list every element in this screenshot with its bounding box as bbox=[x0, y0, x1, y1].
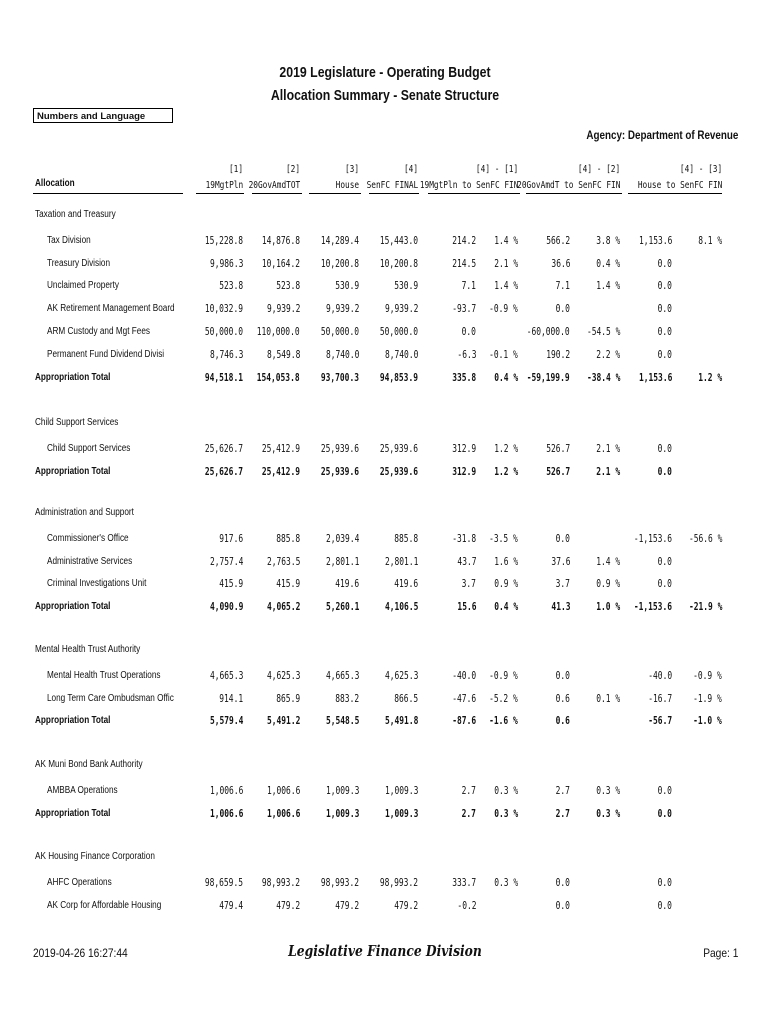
table-cell-c1: 917.6 bbox=[219, 531, 243, 545]
table-cell-p1: -0.9 % bbox=[489, 668, 518, 682]
total-cell-c3: 5,260.1 bbox=[325, 600, 359, 614]
table-cell-c4: 2,801.1 bbox=[384, 554, 418, 568]
table-cell-d1: 7.1 bbox=[461, 279, 476, 293]
table-row-label: Long Term Care Ombudsman Offic bbox=[47, 692, 174, 704]
table-cell-d3: -1,153.6 bbox=[633, 531, 672, 545]
table-cell-d2: 0.0 bbox=[555, 531, 570, 545]
table-cell-p1: -5.2 % bbox=[489, 691, 518, 705]
header-d3-index: [4] - [3] bbox=[679, 164, 722, 175]
report-subtitle: Allocation Summary - Senate Structure bbox=[270, 87, 500, 104]
total-cell-p3: -1.0 % bbox=[693, 714, 722, 728]
total-cell-c3: 1,009.3 bbox=[325, 806, 359, 820]
table-cell-c2: 4,625.3 bbox=[266, 668, 300, 682]
table-row-label: AK Retirement Management Board bbox=[47, 303, 175, 315]
table-cell-c2: 2,763.5 bbox=[266, 554, 300, 568]
table-cell-d3: 0.0 bbox=[657, 875, 672, 889]
table-cell-d3: 0.0 bbox=[657, 554, 672, 568]
table-cell-p2: 0.3 % bbox=[596, 783, 620, 797]
table-row-label: Child Support Services bbox=[47, 442, 131, 454]
table-cell-p1: 2.1 % bbox=[494, 256, 518, 270]
total-cell-p1: 0.4 % bbox=[494, 600, 518, 614]
table-cell-d3: 0.0 bbox=[657, 347, 672, 361]
table-cell-c3: 883.2 bbox=[335, 691, 359, 705]
table-cell-p2: 0.4 % bbox=[596, 256, 620, 270]
appropriation-total-label: Appropriation Total bbox=[35, 465, 111, 477]
table-cell-c4: 866.5 bbox=[394, 691, 418, 705]
table-cell-d2: 37.6 bbox=[550, 554, 570, 568]
table-cell-c1: 98,659.5 bbox=[204, 875, 243, 889]
table-cell-c3: 8,740.0 bbox=[325, 347, 359, 361]
header-c4-index: [4] bbox=[403, 164, 418, 175]
total-cell-p1: 0.3 % bbox=[494, 806, 518, 820]
table-cell-c1: 25,626.7 bbox=[204, 441, 243, 455]
table-cell-d3: 0.0 bbox=[657, 325, 672, 338]
table-cell-p3: -1.9 % bbox=[693, 691, 722, 705]
table-cell-c3: 2,039.4 bbox=[325, 531, 359, 545]
header-c2: 20GovAmdTOT bbox=[248, 180, 300, 191]
table-cell-c4: 8,740.0 bbox=[384, 347, 418, 361]
total-cell-c4: 1,009.3 bbox=[384, 806, 418, 820]
total-cell-d2: 0.6 bbox=[555, 714, 570, 728]
appropriation-total-label: Appropriation Total bbox=[35, 371, 111, 383]
table-cell-d1: -0.2 bbox=[456, 898, 476, 912]
table-row-label: Criminal Investigations Unit bbox=[47, 578, 147, 590]
footer-page-number: Page: 1 bbox=[702, 946, 738, 960]
table-cell-c2: 1,006.6 bbox=[266, 783, 300, 797]
total-cell-d1: 15.6 bbox=[456, 600, 476, 614]
appropriation-total-label: Appropriation Total bbox=[35, 715, 111, 727]
table-cell-p2: 2.1 % bbox=[596, 441, 620, 455]
table-cell-d3: 1,153.6 bbox=[638, 233, 672, 247]
table-cell-p1: -0.9 % bbox=[489, 302, 518, 316]
table-cell-c3: 9,939.2 bbox=[325, 302, 359, 316]
total-cell-c4: 25,939.6 bbox=[379, 464, 418, 478]
agency-label: Agency: Department of Revenue bbox=[585, 128, 738, 142]
section-heading: Taxation and Treasury bbox=[35, 209, 116, 220]
table-cell-c1: 479.4 bbox=[219, 898, 243, 912]
table-cell-d2: 0.0 bbox=[555, 668, 570, 682]
table-cell-c4: 419.6 bbox=[394, 577, 418, 591]
table-cell-d2: 7.1 bbox=[555, 279, 570, 293]
table-cell-c3: 2,801.1 bbox=[325, 554, 359, 568]
total-cell-c4: 4,106.5 bbox=[384, 600, 418, 614]
table-cell-c4: 885.8 bbox=[394, 531, 418, 545]
table-cell-d2: 3.7 bbox=[555, 577, 570, 591]
section-heading: AK Muni Bond Bank Authority bbox=[35, 759, 143, 770]
table-cell-c4: 98,993.2 bbox=[379, 875, 418, 889]
total-cell-p2: -38.4 % bbox=[586, 370, 620, 384]
report-title: 2019 Legislature - Operating Budget bbox=[279, 64, 491, 81]
table-cell-c4: 50,000.0 bbox=[379, 325, 418, 338]
table-cell-c2: 10,164.2 bbox=[261, 256, 300, 270]
table-cell-p3: -0.9 % bbox=[693, 668, 722, 682]
table-cell-p1: -0.1 % bbox=[489, 347, 518, 361]
table-cell-d3: 0.0 bbox=[657, 256, 672, 270]
table-cell-p3: 8.1 % bbox=[698, 233, 722, 247]
table-row-label: Permanent Fund Dividend Divisi bbox=[47, 348, 165, 360]
table-cell-c3: 479.2 bbox=[335, 898, 359, 912]
table-cell-c4: 1,009.3 bbox=[384, 783, 418, 797]
table-cell-c3: 1,009.3 bbox=[325, 783, 359, 797]
total-cell-d3: -1,153.6 bbox=[633, 600, 672, 614]
table-cell-d1: 214.5 bbox=[452, 256, 476, 270]
section-heading: Administration and Support bbox=[35, 507, 134, 518]
table-cell-d2: 0.6 bbox=[555, 691, 570, 705]
header-c3: House bbox=[335, 180, 359, 191]
table-cell-c3: 4,665.3 bbox=[325, 668, 359, 682]
header-rule bbox=[628, 193, 722, 194]
table-cell-c3: 25,939.6 bbox=[320, 441, 359, 455]
table-cell-c4: 25,939.6 bbox=[379, 441, 418, 455]
total-cell-p2: 1.0 % bbox=[596, 600, 620, 614]
section-heading: Mental Health Trust Authority bbox=[35, 644, 141, 655]
total-cell-d1: -87.6 bbox=[452, 714, 476, 728]
total-cell-p1: 1.2 % bbox=[494, 464, 518, 478]
table-cell-p2: 1.4 % bbox=[596, 279, 620, 293]
table-cell-d2: 526.7 bbox=[546, 441, 570, 455]
table-cell-c4: 15,443.0 bbox=[379, 233, 418, 247]
total-cell-c3: 25,939.6 bbox=[320, 464, 359, 478]
table-cell-c2: 415.9 bbox=[276, 577, 300, 591]
table-cell-d3: 0.0 bbox=[657, 577, 672, 591]
table-cell-c2: 25,412.9 bbox=[261, 441, 300, 455]
header-d3: House to SenFC FIN bbox=[637, 180, 722, 191]
table-cell-d2: 2.7 bbox=[555, 783, 570, 797]
total-cell-c3: 93,700.3 bbox=[320, 370, 359, 384]
table-cell-c2: 9,939.2 bbox=[266, 302, 300, 316]
total-cell-d3: 0.0 bbox=[657, 806, 672, 820]
table-row-label: AMBBA Operations bbox=[47, 784, 118, 796]
table-cell-d2: 0.0 bbox=[555, 302, 570, 316]
table-cell-d1: -6.3 bbox=[456, 347, 476, 361]
header-c2-index: [2] bbox=[285, 164, 300, 175]
header-c4: SenFC FINAL bbox=[366, 180, 418, 191]
table-row-label: Commissioner's Office bbox=[47, 532, 129, 544]
table-cell-d1: -47.6 bbox=[452, 691, 476, 705]
table-cell-d1: -40.0 bbox=[452, 668, 476, 682]
header-c1-index: [1] bbox=[228, 164, 243, 175]
appropriation-total-label: Appropriation Total bbox=[35, 601, 111, 613]
total-cell-p1: -1.6 % bbox=[489, 714, 518, 728]
header-d1: 19MgtPln to SenFC FIN bbox=[419, 180, 518, 191]
table-cell-c1: 15,228.8 bbox=[204, 233, 243, 247]
total-cell-d2: 41.3 bbox=[550, 600, 570, 614]
table-cell-c1: 9,986.3 bbox=[209, 256, 243, 270]
table-cell-c2: 8,549.8 bbox=[266, 347, 300, 361]
table-cell-p1: 1.4 % bbox=[494, 233, 518, 247]
table-cell-d3: -16.7 bbox=[648, 691, 672, 705]
table-cell-p1: 1.2 % bbox=[494, 441, 518, 455]
table-cell-d1: 2.7 bbox=[461, 783, 476, 797]
table-cell-c2: 885.8 bbox=[276, 531, 300, 545]
header-c3-index: [3] bbox=[344, 164, 359, 175]
total-cell-d1: 312.9 bbox=[452, 464, 476, 478]
table-cell-c3: 50,000.0 bbox=[320, 325, 359, 338]
table-cell-c1: 2,757.4 bbox=[209, 554, 243, 568]
table-cell-c2: 523.8 bbox=[276, 279, 300, 293]
table-cell-c3: 10,200.8 bbox=[320, 256, 359, 270]
table-cell-d2: 190.2 bbox=[546, 347, 570, 361]
total-cell-c2: 25,412.9 bbox=[261, 464, 300, 478]
total-cell-c4: 94,853.9 bbox=[379, 370, 418, 384]
table-cell-p1: -3.5 % bbox=[489, 531, 518, 545]
header-d2: 20GovAmdT to SenFC FIN bbox=[516, 180, 620, 191]
total-cell-p2: 2.1 % bbox=[596, 464, 620, 478]
language-box: Numbers and Language bbox=[33, 108, 173, 123]
table-cell-d1: 333.7 bbox=[452, 875, 476, 889]
header-rule bbox=[369, 193, 419, 194]
table-cell-d1: 0.0 bbox=[461, 325, 476, 338]
table-cell-c2: 865.9 bbox=[276, 691, 300, 705]
table-cell-c1: 8,746.3 bbox=[209, 347, 243, 361]
table-cell-c1: 914.1 bbox=[219, 691, 243, 705]
table-cell-c2: 479.2 bbox=[276, 898, 300, 912]
appropriation-total-label: Appropriation Total bbox=[35, 807, 111, 819]
total-cell-d3: 0.0 bbox=[657, 464, 672, 478]
table-cell-d2: 36.6 bbox=[550, 256, 570, 270]
table-cell-c4: 10,200.8 bbox=[379, 256, 418, 270]
total-cell-c2: 1,006.6 bbox=[266, 806, 300, 820]
header-rule bbox=[428, 193, 520, 194]
table-cell-d3: 0.0 bbox=[657, 279, 672, 293]
header-c1: 19MgtPln bbox=[205, 180, 243, 191]
table-row-label: AHFC Operations bbox=[47, 876, 112, 888]
table-row-label: Tax Division bbox=[47, 234, 91, 246]
total-cell-p3: -21.9 % bbox=[688, 600, 722, 614]
total-cell-d2: 2.7 bbox=[555, 806, 570, 820]
total-cell-c1: 1,006.6 bbox=[209, 806, 243, 820]
header-rule bbox=[33, 193, 183, 194]
header-rule bbox=[252, 193, 302, 194]
total-cell-d3: -56.7 bbox=[648, 714, 672, 728]
total-cell-c1: 5,579.4 bbox=[209, 714, 243, 728]
table-cell-c2: 110,000.0 bbox=[257, 325, 300, 338]
table-cell-d2: 566.2 bbox=[546, 233, 570, 247]
total-cell-c2: 154,053.8 bbox=[257, 370, 300, 384]
header-d1-index: [4] - [1] bbox=[475, 164, 518, 175]
table-cell-c1: 10,032.9 bbox=[204, 302, 243, 316]
total-cell-p2: 0.3 % bbox=[596, 806, 620, 820]
header-d2-index: [4] - [2] bbox=[577, 164, 620, 175]
table-cell-d1: -93.7 bbox=[452, 302, 476, 316]
total-cell-p3: 1.2 % bbox=[698, 370, 722, 384]
footer-division: Legislative Finance Division bbox=[288, 942, 482, 960]
table-cell-c1: 1,006.6 bbox=[209, 783, 243, 797]
table-cell-c1: 50,000.0 bbox=[204, 325, 243, 338]
total-cell-d2: -59,199.9 bbox=[527, 370, 570, 384]
table-cell-d1: 43.7 bbox=[456, 554, 476, 568]
table-row-label: ARM Custody and Mgt Fees bbox=[47, 326, 150, 337]
table-cell-c1: 415.9 bbox=[219, 577, 243, 591]
total-cell-d3: 1,153.6 bbox=[638, 370, 672, 384]
total-cell-d2: 526.7 bbox=[546, 464, 570, 478]
total-cell-c2: 5,491.2 bbox=[266, 714, 300, 728]
table-row-label: AK Corp for Affordable Housing bbox=[47, 899, 162, 911]
table-cell-p2: 2.2 % bbox=[596, 347, 620, 361]
table-cell-c4: 9,939.2 bbox=[384, 302, 418, 316]
table-cell-p2: 3.8 % bbox=[596, 233, 620, 247]
section-heading: Child Support Services bbox=[35, 417, 119, 428]
table-cell-c3: 14,289.4 bbox=[320, 233, 359, 247]
table-cell-p1: 0.9 % bbox=[494, 577, 518, 591]
header-rule bbox=[196, 193, 244, 194]
table-cell-d3: 0.0 bbox=[657, 898, 672, 912]
table-cell-d2: -60,000.0 bbox=[527, 325, 570, 338]
table-cell-p3: -56.6 % bbox=[688, 531, 722, 545]
total-cell-c1: 4,090.9 bbox=[209, 600, 243, 614]
table-cell-c4: 530.9 bbox=[394, 279, 418, 293]
table-cell-p2: -54.5 % bbox=[586, 325, 620, 338]
table-cell-c1: 523.8 bbox=[219, 279, 243, 293]
header-rule bbox=[309, 193, 361, 194]
table-cell-c4: 479.2 bbox=[394, 898, 418, 912]
table-cell-d1: 3.7 bbox=[461, 577, 476, 591]
table-cell-c3: 98,993.2 bbox=[320, 875, 359, 889]
table-cell-p1: 0.3 % bbox=[494, 783, 518, 797]
table-cell-d3: -40.0 bbox=[648, 668, 672, 682]
table-cell-c4: 4,625.3 bbox=[384, 668, 418, 682]
total-cell-d1: 335.8 bbox=[452, 370, 476, 384]
table-cell-d3: 0.0 bbox=[657, 302, 672, 316]
table-cell-c2: 14,876.8 bbox=[261, 233, 300, 247]
table-cell-d1: 312.9 bbox=[452, 441, 476, 455]
table-cell-p1: 1.6 % bbox=[494, 554, 518, 568]
total-cell-c1: 25,626.7 bbox=[204, 464, 243, 478]
header-allocation: Allocation bbox=[35, 178, 75, 189]
table-cell-d3: 0.0 bbox=[657, 441, 672, 455]
table-cell-p2: 1.4 % bbox=[596, 554, 620, 568]
table-row-label: Treasury Division bbox=[47, 257, 111, 269]
table-cell-d2: 0.0 bbox=[555, 875, 570, 889]
table-cell-d2: 0.0 bbox=[555, 898, 570, 912]
table-cell-c1: 4,665.3 bbox=[209, 668, 243, 682]
section-heading: AK Housing Finance Corporation bbox=[35, 851, 155, 862]
total-cell-c1: 94,518.1 bbox=[204, 370, 243, 384]
table-cell-d1: 214.2 bbox=[452, 233, 476, 247]
table-cell-p1: 0.3 % bbox=[494, 875, 518, 889]
footer-timestamp: 2019-04-26 16:27:44 bbox=[33, 946, 128, 960]
header-rule bbox=[526, 193, 622, 194]
table-cell-d3: 0.0 bbox=[657, 783, 672, 797]
table-cell-p1: 1.4 % bbox=[494, 279, 518, 293]
total-cell-c2: 4,065.2 bbox=[266, 600, 300, 614]
total-cell-c4: 5,491.8 bbox=[384, 714, 418, 728]
table-cell-c2: 98,993.2 bbox=[261, 875, 300, 889]
table-cell-p2: 0.1 % bbox=[596, 691, 620, 705]
table-cell-p2: 0.9 % bbox=[596, 577, 620, 591]
table-cell-c3: 419.6 bbox=[335, 577, 359, 591]
total-cell-p1: 0.4 % bbox=[494, 370, 518, 384]
table-cell-c3: 530.9 bbox=[335, 279, 359, 293]
table-row-label: Administrative Services bbox=[47, 555, 133, 567]
total-cell-d1: 2.7 bbox=[461, 806, 476, 820]
table-cell-d1: -31.8 bbox=[452, 531, 476, 545]
table-row-label: Unclaimed Property bbox=[47, 280, 120, 292]
total-cell-c3: 5,548.5 bbox=[325, 714, 359, 728]
table-row-label: Mental Health Trust Operations bbox=[47, 669, 161, 681]
